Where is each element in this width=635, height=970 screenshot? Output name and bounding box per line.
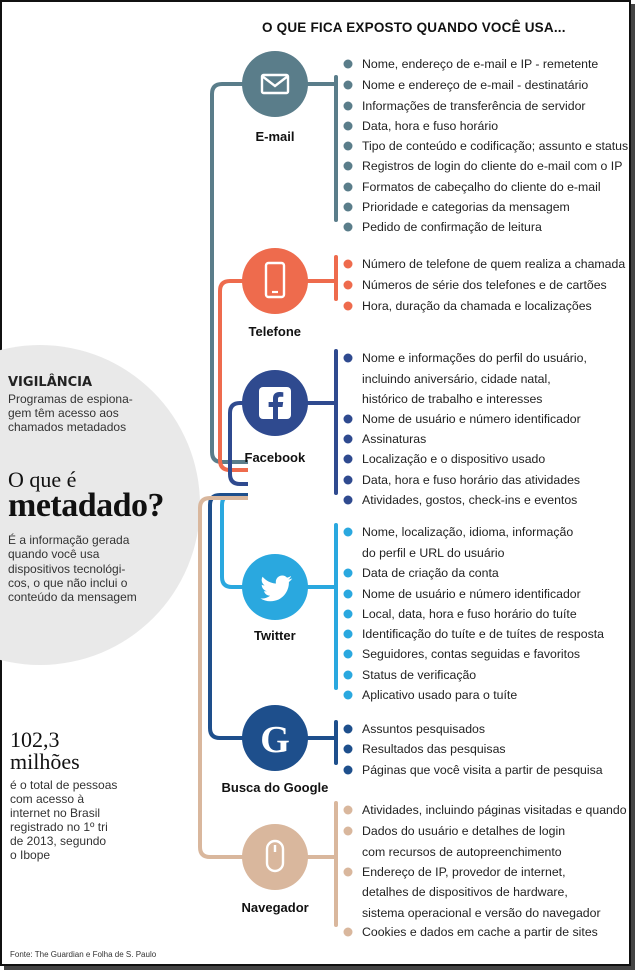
envelope-circle: [242, 51, 308, 117]
metadata-item: Nome de usuário e número identificador: [362, 587, 581, 601]
twitter-bird-circle: [242, 554, 308, 620]
metadata-item: Resultados das pesquisas: [362, 742, 506, 756]
item-bullet: [344, 260, 353, 269]
item-bullet: [344, 868, 353, 877]
svg-text:G: G: [260, 719, 290, 761]
item-bullet: [344, 81, 353, 90]
item-bullet: [344, 60, 353, 69]
item-bullet: [344, 610, 353, 619]
metadata-item: Data, hora e fuso horário das atividades: [362, 473, 581, 487]
item-bullet: [344, 281, 353, 290]
item-bullet: [344, 122, 353, 131]
metadata-item: Informações de transferência de servidor: [362, 99, 586, 113]
service-label: Facebook: [244, 450, 306, 465]
item-bullet: [344, 725, 353, 734]
question-line-1: O que é: [8, 467, 77, 492]
stat-line: internet no Brasil: [10, 806, 101, 820]
item-bullet: [344, 183, 353, 192]
metadata-item: Número de telefone de quem realiza a chamada: [362, 257, 626, 271]
facebook-icon: [242, 370, 308, 436]
metadata-item: Pedido de confirmação de leitura: [362, 220, 542, 234]
page-header: O QUE FICA EXPOSTO QUANDO VOCÊ USA...: [262, 20, 566, 35]
mouse-circle: [242, 824, 308, 890]
metadata-item: Nome e endereço de e-mail - destinatário: [362, 78, 589, 92]
item-bullet: [344, 528, 353, 537]
metadata-item: Data, hora e fuso horário: [362, 119, 499, 133]
metadata-item: Aplicativo usado para o tuíte: [362, 688, 518, 702]
service-label: E-mail: [255, 129, 295, 144]
answer-line: É a informação gerada: [8, 533, 130, 547]
vigilancia-line: chamados metadados: [8, 420, 127, 434]
metadata-item: Status de verificação: [362, 668, 477, 682]
item-bullet: [344, 590, 353, 599]
google-g-circle: [242, 705, 308, 771]
service-label: Twitter: [254, 628, 296, 643]
metadata-item: Nome, localização, idioma, informação: [362, 525, 574, 539]
stat-line: de 2013, segundo: [10, 834, 107, 848]
item-bullet: [344, 630, 353, 639]
item-bullet: [344, 142, 353, 151]
metadata-item: Registros de login do cliente do e-mail com o IP: [362, 159, 623, 173]
item-bullet: [344, 354, 353, 363]
item-bullet: [344, 455, 353, 464]
metadata-item: histórico de trabalho e interesses: [362, 392, 543, 406]
metadata-item: Tipo de conteúdo e codificação; assunto e status: [362, 139, 629, 153]
item-bullet: [344, 766, 353, 775]
metadata-item: detalhes de dispositivos de hardware,: [362, 885, 568, 899]
stat-line: é o total de pessoas: [10, 778, 118, 792]
phone-circle: [242, 248, 308, 314]
metadata-item: Páginas que você visita a partir de pesquisa: [362, 763, 603, 777]
item-bullet: [344, 827, 353, 836]
question-line-2: metadado?: [8, 487, 165, 524]
stat-number-line: milhões: [10, 749, 80, 774]
metadata-item: Localização e o dispositivo usado: [362, 452, 546, 466]
item-bullet: [344, 102, 353, 111]
stat-line: com acesso à: [10, 792, 85, 806]
item-bullet: [344, 223, 353, 232]
item-bullet: [344, 415, 353, 424]
phone-icon: [242, 248, 308, 314]
metadata-item: Assinaturas: [362, 432, 427, 446]
item-bullet: [344, 162, 353, 171]
metadata-item: Nome de usuário e número identificador: [362, 412, 581, 426]
item-bullet: [344, 745, 353, 754]
item-bullet: [344, 691, 353, 700]
envelope-icon: [242, 51, 308, 117]
item-bullet: [344, 203, 353, 212]
metadata-item: Prioridade e categorias da mensagem: [362, 200, 570, 214]
google-g-icon: [242, 705, 308, 771]
stat-number-line: 102,3: [10, 727, 60, 752]
mouse-icon: [242, 824, 308, 890]
answer-line: conteúdo da mensagem: [8, 590, 137, 605]
metadata-item: Atividades, incluindo páginas visitadas e quando: [362, 803, 627, 817]
answer-line: dispositivos tecnológi-: [8, 561, 126, 576]
metadata-item: com recursos de autopreenchimento: [362, 845, 562, 859]
metadata-item: Formatos de cabeçalho do cliente do e-mail: [362, 180, 601, 194]
metadata-item: Cookies e dados em cache a partir de sites: [362, 925, 598, 939]
metadata-item: incluindo aniversário, cidade natal,: [362, 372, 551, 386]
vigilancia-title: VIGILÂNCIA: [8, 375, 93, 390]
item-bullet: [344, 806, 353, 815]
item-bullet: [344, 928, 353, 937]
item-bullet: [344, 650, 353, 659]
metadata-item: do perfil e URL do usuário: [362, 546, 505, 560]
metadata-item: Nome, endereço de e-mail e IP - remetente: [362, 57, 599, 71]
stat-line: o Ibope: [10, 848, 51, 862]
item-bullet: [344, 569, 353, 578]
item-bullet: [344, 671, 353, 680]
metadata-item: Identificação do tuíte e de tuítes de resposta: [362, 627, 604, 641]
metadata-item: Hora, duração da chamada e localizações: [362, 299, 592, 313]
metadata-item: Seguidores, contas seguidas e favoritos: [362, 647, 581, 661]
service-label: Busca do Google: [221, 780, 329, 795]
metadata-item: Endereço de IP, provedor de internet,: [362, 865, 566, 879]
vigilancia-line: gem têm acesso aos: [8, 406, 119, 420]
item-bullet: [344, 435, 353, 444]
service-label: Telefone: [248, 324, 301, 339]
metadata-item: Atividades, gostos, check-ins e eventos: [362, 493, 578, 507]
item-bullet: [344, 302, 353, 311]
item-bullet: [344, 476, 353, 485]
service-label: Navegador: [241, 900, 309, 915]
vigilancia-line: Programas de espiona-: [8, 392, 133, 406]
answer-line: cos, o que não inclui o: [8, 575, 128, 590]
metadata-item: Dados do usuário e detalhes de login: [362, 824, 566, 838]
source-note: Fonte: The Guardian e Folha de S. Paulo: [10, 950, 157, 959]
answer-line: quando você usa: [8, 547, 100, 562]
stat-line: registrado no 1º tri: [10, 820, 108, 834]
metadata-item: Local, data, hora e fuso horário do tuíte: [362, 607, 577, 621]
facebook-circle: [242, 370, 308, 436]
metadata-item: Números de série dos telefones e de cartões: [362, 278, 607, 292]
twitter-bird-icon: [242, 554, 308, 620]
metadata-item: Assuntos pesquisados: [362, 722, 486, 736]
metadata-item: Data de criação da conta: [362, 566, 499, 580]
metadata-item: sistema operacional e versão do navegador: [362, 906, 601, 920]
metadata-item: Nome e informações do perfil do usuário,: [362, 351, 587, 365]
item-bullet: [344, 496, 353, 505]
